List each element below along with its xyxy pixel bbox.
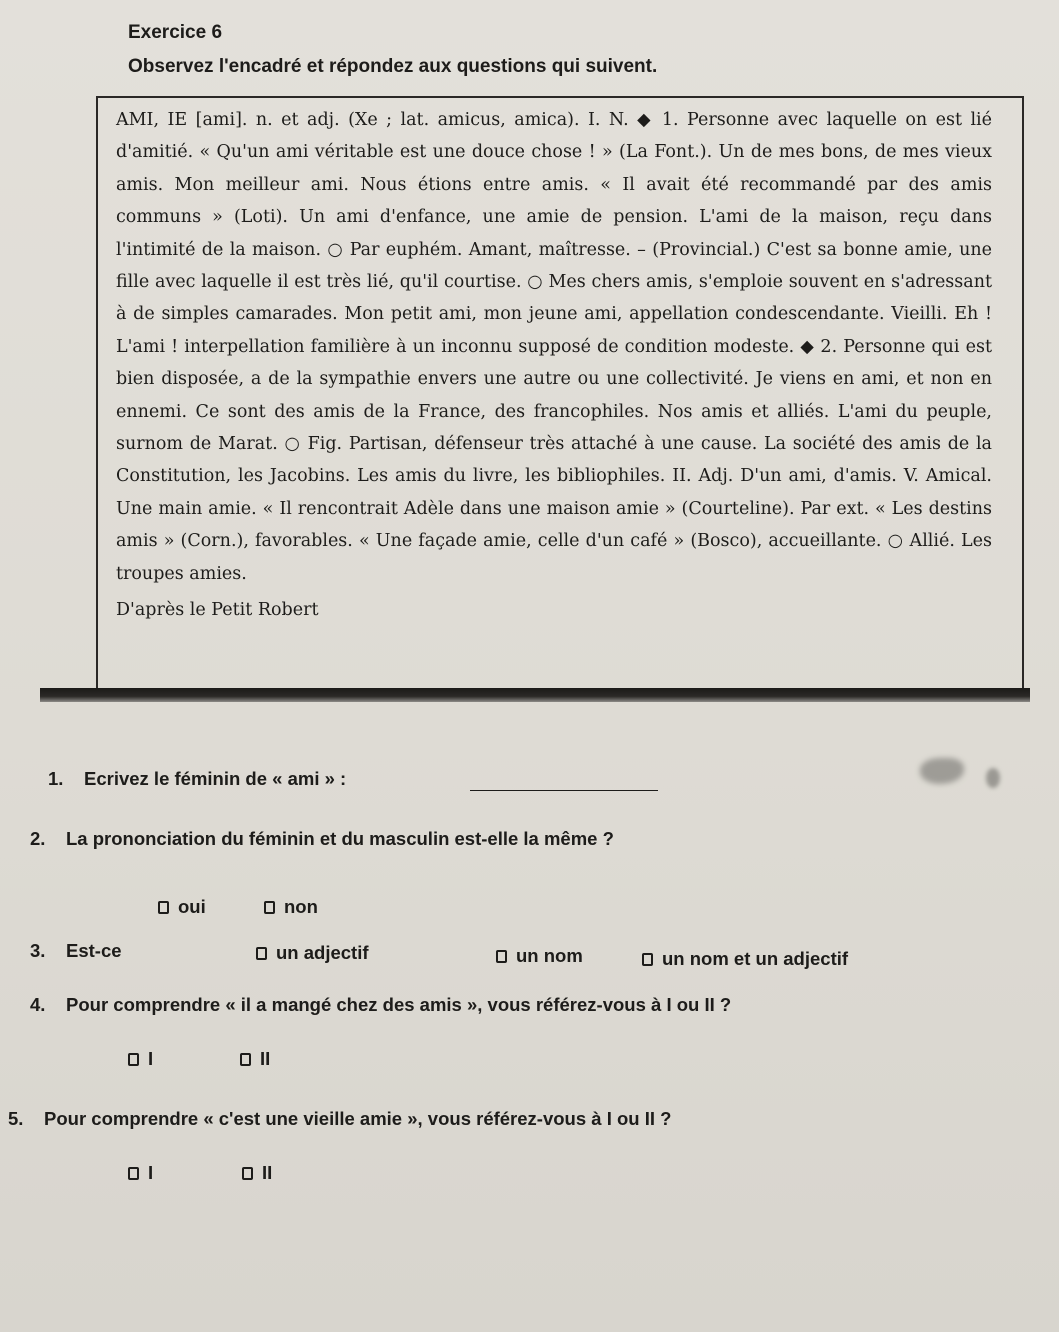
q3-option-nom-label: un nom — [516, 945, 583, 966]
checkbox-icon[interactable] — [242, 1167, 253, 1180]
checkbox-icon[interactable] — [128, 1053, 139, 1066]
exercise-instruction: Observez l'encadré et répondez aux questions qui suivent. — [128, 56, 658, 77]
question-1-number: 1. — [48, 768, 64, 789]
dictionary-box-bottom-rule — [40, 688, 1030, 702]
q4-option-II[interactable] — [240, 1048, 270, 1070]
question-5-number: 5. — [8, 1108, 24, 1129]
q5-option-II[interactable] — [242, 1162, 272, 1184]
q4-option-II-label: II — [260, 1048, 271, 1069]
q3-option-adjectif-label: un adjectif — [276, 942, 369, 963]
q4-option-I-label: I — [148, 1048, 154, 1069]
question-2-number: 2. — [30, 828, 46, 849]
question-2-text: La prononciation du féminin et du masculin est-elle la même ? — [66, 828, 614, 849]
dictionary-text: AMI, IE [ami]. n. et adj. (Xe ; lat. amicus, amica). I. N. ◆ 1. Personne avec laquelle on est lié d'amitié. « Qu'un ami véritable est une douce chose ! » (La Font.). Un de mes bons, de mes vieux amis. Mon meilleur ami. Nous étions entre amis. « Il avait été recommandé par des amis communs » (Loti). Un ami d'enfance, une amie de pension. L'ami de la maison, reçu dans l'intimité de la maison. ○ Par euphém. Amant, maîtresse. – (Provincial.) C'est sa bonne amie, une fille avec laquelle il est très lié, qu'il courtise. ○ Mes chers amis, s'emploie souvent en s'adressant à de simples camarades. Mon petit ami, mon jeune ami, appellation condescendante. Vieilli. Eh ! L'ami ! interpellation familière à un inconnu supposé de condition modeste. ◆ 2. Personne qui est bien disposée, a de la sympathie envers une autre ou une collectivité. Je viens en ami, et non en ennemi. Ce sont des amis de la France, des francophiles. Nos amis et alliés. L'ami du peuple, surnom de Marat. ○ Fig. Partisan, défenseur très attaché à une cause. La société des amis de la Constitution, les Jacobins. Les amis du livre, les bibliophiles. II. Adj. D'un ami, d'amis. V. Amical. Une main amie. « Il rencontrait Adèle dans une maison amie » (Courteline). Par ext. « Les destins amis » (Corn.), favorables. « Une façade amie, celle d'un café » (Bosco), accueillante. ○ Allié. Les troupes amies. — [116, 110, 992, 584]
checkbox-icon[interactable] — [240, 1053, 251, 1066]
checkbox-icon[interactable] — [158, 901, 169, 914]
question-1-text: Ecrivez le féminin de « ami » : — [84, 768, 347, 789]
q4-option-I[interactable] — [128, 1048, 153, 1070]
checkbox-icon[interactable] — [496, 950, 507, 963]
question-5-text: Pour comprendre « c'est une vieille amie », vous référez-vous à I ou II ? — [44, 1108, 672, 1129]
q2-option-non[interactable] — [264, 896, 318, 918]
checkbox-icon[interactable] — [128, 1167, 139, 1180]
question-1-answer-line[interactable] — [470, 790, 658, 791]
q2-option-oui-label: oui — [178, 896, 206, 917]
dictionary-source: D'après le Petit Robert — [116, 600, 319, 621]
q3-option-nom-adjectif[interactable] — [642, 948, 848, 970]
question-4-text: Pour comprendre « il a mangé chez des amis », vous référez-vous à I ou II ? — [66, 994, 732, 1015]
checkbox-icon[interactable] — [256, 947, 267, 960]
q5-option-I-label: I — [148, 1162, 154, 1183]
q3-option-adjectif[interactable] — [256, 942, 369, 964]
q5-option-II-label: II — [262, 1162, 273, 1183]
ink-smudge — [920, 758, 964, 784]
checkbox-icon[interactable] — [642, 953, 653, 966]
ink-smudge — [986, 768, 1000, 788]
question-2 — [30, 828, 614, 850]
checkbox-icon[interactable] — [264, 901, 275, 914]
question-5 — [8, 1108, 671, 1130]
question-1 — [48, 768, 346, 790]
question-3-number: 3. — [30, 940, 46, 961]
question-3 — [30, 940, 122, 962]
q3-option-nom-adjectif-label: un nom et un adjectif — [662, 948, 849, 969]
q2-option-oui[interactable] — [158, 896, 206, 918]
exercise-title: Exercice 6 — [128, 22, 223, 43]
q2-option-non-label: non — [284, 896, 318, 917]
question-4 — [30, 994, 731, 1016]
q3-option-nom[interactable] — [496, 945, 583, 967]
dictionary-entry — [116, 104, 992, 627]
question-3-text: Est-ce — [66, 940, 122, 961]
dictionary-box-top-rule — [96, 96, 1024, 98]
q5-option-I[interactable] — [128, 1162, 153, 1184]
question-4-number: 4. — [30, 994, 46, 1015]
